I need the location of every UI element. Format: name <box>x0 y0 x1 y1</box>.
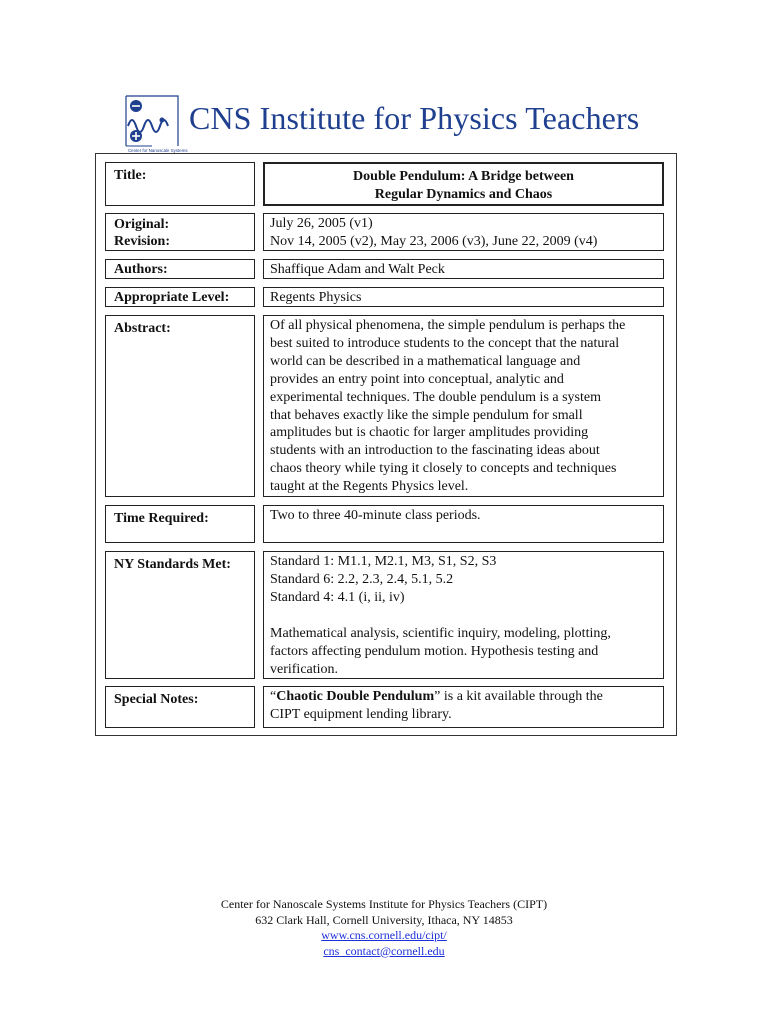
notes-line-1 <box>270 688 663 706</box>
abstract-label-box <box>105 315 255 497</box>
abstract-text <box>264 316 663 496</box>
abstract-line: chaos theory while tying it closely to concepts and techniques <box>270 461 617 477</box>
standards-detail-line: verification. <box>270 661 339 677</box>
level-value: Regents Physics <box>270 290 362 305</box>
notes-label: Special Notes: <box>114 692 199 707</box>
time-value-box <box>263 505 664 543</box>
notes-line-1-rest: ” is a kit available through the <box>434 689 603 704</box>
standards-text <box>264 552 663 678</box>
level-label: Appropriate Level: <box>114 290 230 305</box>
title-label: Title: <box>114 168 147 183</box>
revision-dates: Nov 14, 2005 (v2), May 23, 2006 (v3), June 22, 2009 (v4) <box>270 233 598 249</box>
dates-value-box <box>263 213 664 251</box>
footer-url-link[interactable]: www.cns.cornell.edu/cipt/ <box>321 928 447 942</box>
title-value-box <box>263 162 664 206</box>
notes-line-2: CIPT equipment lending library. <box>270 706 452 722</box>
footer <box>0 897 768 959</box>
footer-address: 632 Clark Hall, Cornell University, Ithaca, NY 14853 <box>255 912 513 927</box>
title-label-box <box>105 162 255 206</box>
level-label-box <box>105 287 255 307</box>
lesson-title-line-2: Regular Dynamics and Chaos <box>374 187 553 202</box>
authors-value-box <box>263 259 664 279</box>
time-label-box <box>105 505 255 543</box>
dates-label-box <box>105 213 255 251</box>
abstract-value-box <box>263 315 664 497</box>
standards-label-box <box>105 551 255 679</box>
level-value-box <box>263 287 664 307</box>
footer-email-link[interactable]: cns_contact@cornell.edu <box>323 943 445 958</box>
time-value: Two to three 40-minute class periods. <box>270 508 481 523</box>
logo-caption: Center for Nanoscale Systems <box>128 148 188 153</box>
open-quote: “ <box>270 689 277 704</box>
abstract-line: world can be described in a mathematical language and <box>270 353 581 369</box>
standards-detail-line: factors affecting pendulum motion. Hypothesis testing and <box>270 643 599 659</box>
standards-detail-line: Mathematical analysis, scientific inquiry, modeling, plotting, <box>270 625 611 641</box>
standard-line: Standard 6: 2.2, 2.3, 2.4, 5.1, 5.2 <box>270 571 454 587</box>
page-title: CNS Institute for Physics Teachers <box>189 100 640 136</box>
authors-label: Authors: <box>114 262 168 277</box>
dates-value <box>264 214 663 251</box>
cns-logo-icon <box>122 94 188 154</box>
standards-label: NY Standards Met: <box>114 557 231 572</box>
abstract-line: provides an entry point into conceptual, analytic and <box>270 371 564 387</box>
abstract-line: experimental techniques. The double pendulum is a system <box>270 389 601 405</box>
abstract-label: Abstract: <box>114 321 171 336</box>
abstract-line: Of all physical phenomena, the simple pendulum is perhaps the <box>270 318 626 333</box>
abstract-line: that behaves exactly like the simple pendulum for small <box>270 407 583 423</box>
abstract-line: best suited to introduce students to the concept that the natural <box>270 335 620 351</box>
original-label: Original: <box>114 217 170 232</box>
revision-label: Revision: <box>114 234 170 249</box>
time-label: Time Required: <box>114 511 209 526</box>
footer-org: Center for Nanoscale Systems Institute for Physics Teachers (CIPT) <box>220 897 548 911</box>
standard-line: Standard 1: M1.1, M2.1, M3, S1, S2, S3 <box>270 554 497 569</box>
abstract-line: amplitudes but is chaotic for larger amplitudes providing <box>270 425 589 441</box>
header <box>122 94 682 156</box>
lesson-title-line-1: Double Pendulum: A Bridge between <box>353 169 574 184</box>
original-date: July 26, 2005 (v1) <box>270 216 373 231</box>
notes-text <box>264 687 663 724</box>
lesson-title <box>265 164 662 204</box>
notes-label-box <box>105 686 255 728</box>
abstract-line: taught at the Regents Physics level. <box>270 479 469 495</box>
standard-line: Standard 4: 4.1 (i, ii, iv) <box>270 589 405 605</box>
dates-label <box>106 214 254 250</box>
authors-value: Shaffique Adam and Walt Peck <box>270 262 445 277</box>
standards-value-box <box>263 551 664 679</box>
kit-name: Chaotic Double Pendulum <box>276 689 435 704</box>
notes-value-box <box>263 686 664 728</box>
authors-label-box <box>105 259 255 279</box>
abstract-line: students with an introduction to the fascinating ideas about <box>270 443 600 459</box>
